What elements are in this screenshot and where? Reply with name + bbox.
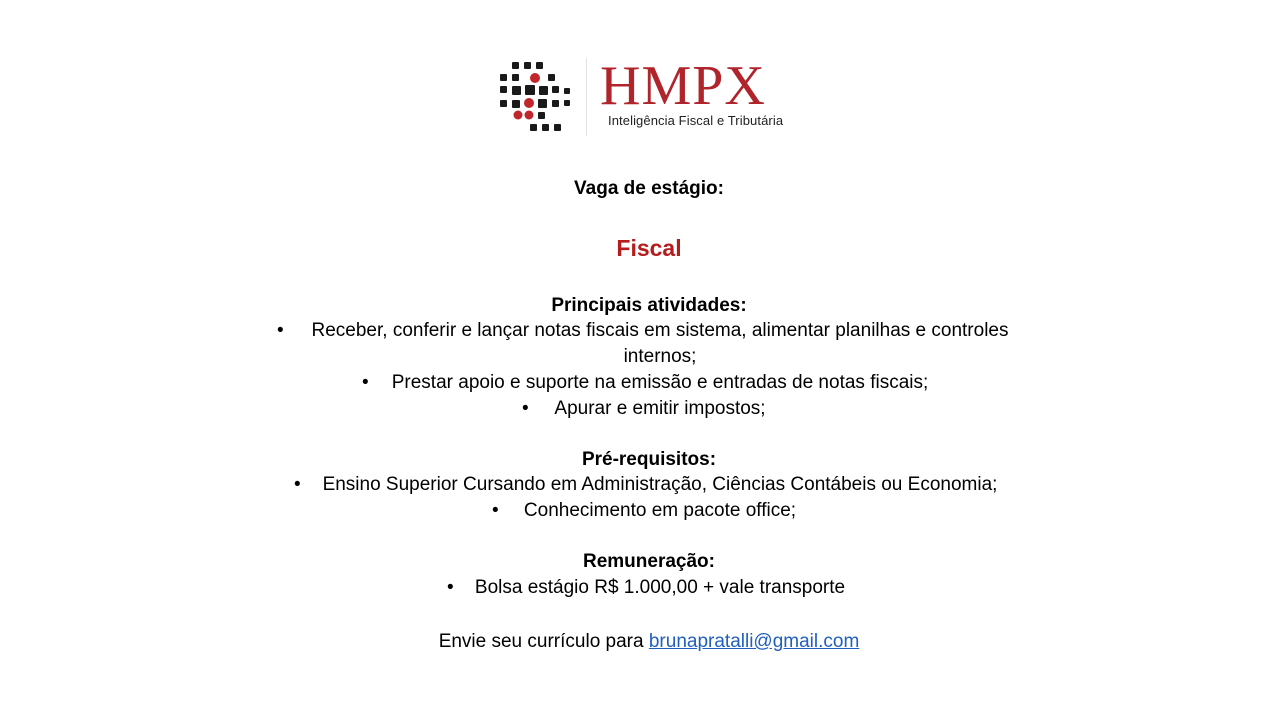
activity-item-continuation: internos; <box>623 346 697 367</box>
bullet-icon: • <box>277 320 284 341</box>
pay-title: Remuneração: <box>583 551 715 572</box>
bullet-icon: • <box>362 372 369 393</box>
requirements-title: Pré-requisitos: <box>581 449 717 470</box>
email-link[interactable]: brunapratalli@gmail.com <box>648 631 860 652</box>
pay-item: Bolsa estágio R$ 1.000,00 + vale transporte <box>474 577 846 598</box>
job-posting <box>240 0 1058 720</box>
position-title: Fiscal <box>616 235 682 261</box>
contact-text: Envie seu currículo para <box>438 631 649 652</box>
logo-wordmark: HMPX <box>600 55 766 117</box>
logo-tagline: Inteligência Fiscal e Tributária <box>608 113 784 128</box>
activity-item: Receber, conferir e lançar notas fiscais em sistema, alimentar planilhas e controles <box>311 320 1009 341</box>
bullet-icon: • <box>294 474 301 495</box>
contact-line <box>240 629 1058 655</box>
bullet-icon: • <box>492 500 499 521</box>
heading-title: Vaga de estágio: <box>574 178 724 199</box>
requirement-item: Ensino Superior Cursando em Administração, Ciências Contábeis ou Economia; <box>322 474 998 495</box>
activity-item: Prestar apoio e suporte na emissão e entradas de notas fiscais; <box>391 372 929 393</box>
bullet-icon: • <box>447 577 454 598</box>
activity-item: Apurar e emitir impostos; <box>554 398 766 419</box>
bullet-icon: • <box>522 398 529 419</box>
requirement-item: Conhecimento em pacote office; <box>523 500 797 521</box>
activities-title: Principais atividades: <box>551 295 747 316</box>
